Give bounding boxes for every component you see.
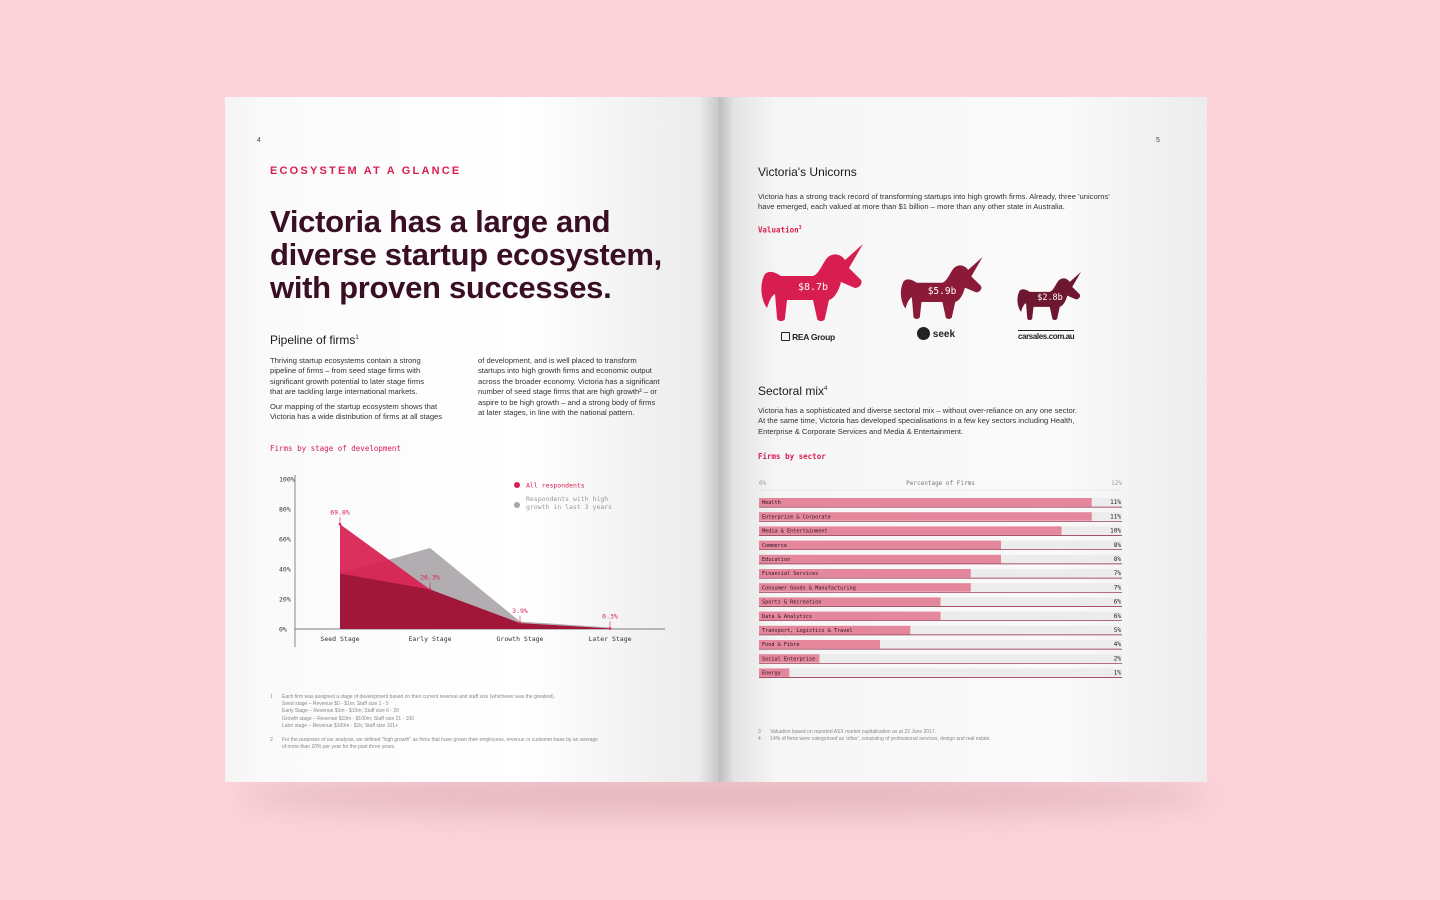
footnote-4 (758, 736, 1178, 743)
footnote-1 (270, 694, 690, 730)
paragraph (270, 402, 470, 423)
text-line: significant growth potential to later stage firms (270, 376, 425, 386)
data-label: 26.3% (420, 573, 440, 582)
unicorn-seek (899, 255, 989, 347)
legend-label: Respondents with high (526, 495, 609, 503)
y-tick-label: 60% (279, 535, 291, 544)
bar-track (759, 668, 1122, 677)
data-label: 3.9% (512, 607, 528, 616)
bar-category-label: Data & Analytics (762, 613, 812, 620)
legend-swatch (514, 482, 520, 488)
legend-label: growth in last 3 years (526, 503, 613, 511)
footnote-text: Valuation based on reported ASX market capitalisation as at 22 June 2017. (770, 729, 937, 735)
text-line: pipeline of firms – from seed stage firms with (270, 366, 421, 376)
bar-category-label: Sports & Recreation (762, 599, 822, 606)
unicorns-body (758, 192, 1178, 213)
text-line: at later stages, in line with the national pattern. (478, 408, 635, 418)
bar-value-label: 6% (1113, 612, 1121, 620)
stage-area-chart (255, 467, 675, 657)
bar-value-label: 5% (1113, 627, 1121, 634)
y-tick-label: 100% (279, 475, 295, 484)
data-point (609, 627, 612, 630)
bar-category-label: Enterprise & Corporate (762, 514, 831, 521)
unicorns-title: Victoria's Unicorns (758, 165, 857, 179)
bar-value-label: 7% (1113, 570, 1121, 578)
bar-value-label: 11% (1110, 513, 1121, 521)
bar-value-label: 2% (1113, 655, 1121, 663)
brand-name: seek (932, 329, 956, 340)
text-line: Victoria has a wide distribution of firms at all stages (270, 412, 443, 422)
text-line: Enterprise & Corporate Services and Media & Entertainment. (758, 426, 964, 436)
y-tick-label: 40% (279, 565, 291, 574)
section-title-text: Pipeline of firms (270, 333, 356, 347)
valuation-value: $2.8b (1037, 293, 1063, 303)
footnote-ref: 1 (355, 335, 359, 341)
bar-category-label: Energy (762, 670, 781, 677)
section-title (270, 333, 359, 347)
x-tick-label: Later Stage (588, 635, 632, 643)
text-line: Victoria has a sophisticated and diverse sectoral mix – without over-reliance on any one sector. (758, 406, 1077, 415)
bar-category-label: Health (762, 500, 781, 507)
text-line: Our mapping of the startup ecosystem shows that (270, 401, 438, 411)
footnote-number: 2 (270, 737, 273, 743)
text-line: aspire to be high growth – and a strong body of firms (478, 397, 656, 407)
text-line: that are tackling large international markets. (270, 387, 418, 397)
legend-label: All respondents (526, 481, 585, 490)
sectoral-title (758, 384, 827, 398)
footnote-line: Later stage – Revenue $100m - $1b; Staff size 101+ (282, 722, 398, 729)
bar-value-label: 10% (1110, 527, 1121, 535)
valuation-value: $8.7b (797, 282, 829, 293)
bar-value-label: 11% (1110, 499, 1121, 507)
text-line: startups into high growth firms and economic output (478, 366, 652, 376)
headline-line: with proven successes. (270, 270, 612, 305)
page-number: 4 (257, 137, 261, 144)
valuation-label-text: Valuation (758, 225, 799, 235)
text-line: number of seed stage firms that are high growth² – or (478, 387, 657, 397)
data-label: 0.3% (602, 612, 618, 621)
unicorn-carsales (1016, 270, 1088, 350)
eyebrow-label: ECOSYSTEM AT A GLANCE (270, 165, 462, 177)
bar-category-label: Financial Services (762, 571, 819, 578)
footnote-line: For the purposes of our analysis, we defined "high growth" as firms that have grown their employees, revenue or customer-base by an average (282, 737, 598, 743)
data-label: 69.8% (330, 508, 350, 517)
headline-line: Victoria has a large and (270, 204, 611, 239)
footnote-line: Early Stage – Revenue $1m - $10m; Staff size 6 - 20 (282, 708, 399, 715)
seek-logo (917, 327, 955, 340)
headline-line: diverse startup ecosystem, (270, 237, 662, 272)
sector-bar-chart (753, 477, 1133, 685)
axis-min-label: 0% (759, 480, 767, 487)
chart-heading: Firms by stage of development (270, 444, 401, 453)
bar-value-label: 8% (1113, 541, 1121, 549)
text-line: At the same time, Victoria has developed specialisations in a few key sectors including Health, (758, 416, 1075, 426)
bars-heading: Firms by sector (758, 452, 826, 461)
y-tick-label: 20% (279, 595, 291, 604)
carsales-logo: carsales.com.au (1018, 332, 1075, 341)
seek-mark-icon (917, 327, 930, 340)
footnote-number: 4 (758, 736, 761, 742)
valuation-value: $5.9b (927, 286, 957, 297)
footnote-ref: 4 (824, 386, 828, 392)
bar-value-label: 1% (1113, 669, 1121, 677)
sectoral-title-text: Sectoral mix (758, 384, 825, 398)
left-page (225, 97, 719, 782)
bar (759, 498, 1092, 507)
bar-value-label: 8% (1113, 556, 1121, 563)
legend-swatch (514, 502, 520, 508)
text-line: of development, and is well placed to transform (478, 356, 637, 365)
data-point (519, 622, 522, 625)
page-number: 5 (1156, 137, 1160, 144)
footnote-text: 14% of firms were categorised as 'other', consisting of professional services, design and real estate. (770, 736, 991, 742)
x-tick-label: Seed Stage (320, 635, 360, 643)
data-point (339, 523, 342, 526)
footnote-line: Seed stage – Revenue $0 - $1m; Staff size 1 - 5 (282, 701, 389, 708)
axis-max-label: 12% (1111, 480, 1122, 487)
bar-category-label: Education (762, 557, 791, 563)
text-line: Thriving startup ecosystems contain a strong (270, 356, 421, 365)
footnote-line: of more than 20% per year for the past three years. (282, 744, 396, 751)
body-column-2 (478, 356, 688, 418)
bar-category-label: Transport, Logistics & Travel (762, 628, 853, 634)
footnote-line: Each firm was assigned a stage of development based on their current revenue and staff size (whichever was the greatest). (282, 694, 556, 700)
valuation-label (758, 225, 802, 235)
data-point (429, 588, 432, 591)
brand-name: REA Group (792, 332, 835, 342)
text-line: Victoria has a strong track record of transforming startups into high growth firms. Already, three 'unicorns' (758, 192, 1110, 201)
unicorn-rea (759, 242, 871, 348)
axis-title: Percentage of Firms (906, 480, 975, 487)
bar-category-label: Food & Fibre (762, 642, 800, 649)
footnote-line: Growth stage – Revenue $10m - $100m; Staff size 21 - 100 (282, 715, 414, 722)
bar (759, 541, 1001, 550)
bar-value-label: 6% (1113, 598, 1121, 606)
house-icon (781, 332, 790, 341)
footnote-number: 1 (270, 694, 273, 700)
sectoral-body (758, 406, 1178, 437)
footnote-ref: 3 (798, 225, 802, 231)
x-tick-label: Growth Stage (496, 635, 544, 643)
bar-value-label: 7% (1113, 584, 1121, 592)
right-page (719, 97, 1207, 782)
paragraph (270, 356, 470, 398)
rea-logo (781, 332, 835, 342)
bar-category-label: Consumer Goods & Manufacturing (762, 585, 856, 592)
y-tick-label: 80% (279, 505, 291, 514)
bar-category-label: Media & Entertainment (762, 528, 828, 535)
bar-category-label: Commerce (762, 542, 787, 549)
bar (759, 555, 1001, 564)
bar-value-label: 4% (1113, 641, 1121, 649)
footnote-2 (270, 737, 690, 751)
text-line: across the broader economy. Victoria has a significant (478, 376, 660, 386)
footnote-number: 3 (758, 729, 761, 735)
bar-category-label: Social Enterprise (762, 656, 816, 663)
text-line: have emerged, each valued at more than $1 billion – more than any other state in Australia. (758, 202, 1065, 212)
body-column-1 (270, 356, 470, 422)
y-tick-label: 0% (279, 625, 287, 634)
x-tick-label: Early Stage (408, 635, 452, 643)
page-headline (270, 205, 710, 304)
